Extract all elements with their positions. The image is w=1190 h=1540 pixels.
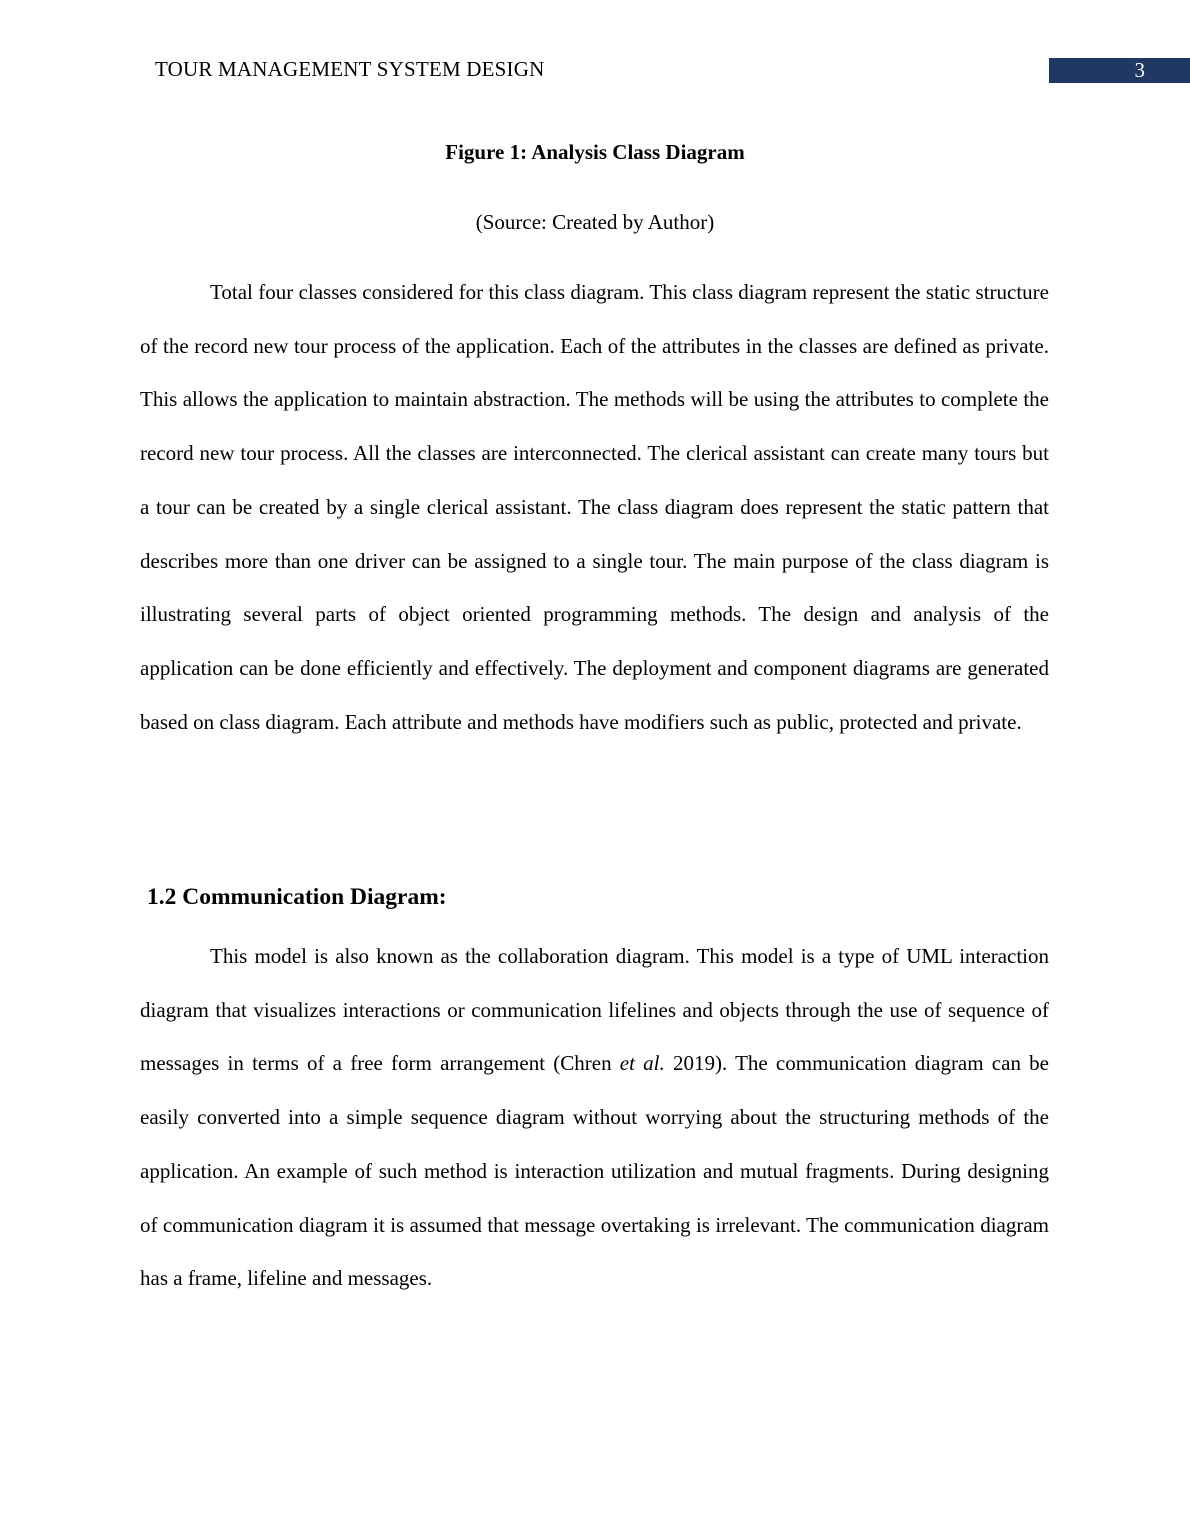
section-heading: 1.2 Communication Diagram: xyxy=(147,884,447,910)
figure-source: (Source: Created by Author) xyxy=(475,210,715,234)
page-number: 3 xyxy=(1134,58,1145,82)
running-head: TOUR MANAGEMENT SYSTEM DESIGN xyxy=(155,57,545,81)
paragraph2-text-after: 2019). The communication diagram can be easily converted into a simple sequence diagram without worrying about the structuring methods of the application. An example of such method is interaction utilization and mutual fragments. During designing of communication diagram it is assumed that message overtaking is irrelevant. The communication diagram has a frame, lifeline and messages. xyxy=(140,1051,1049,1291)
paragraph2-italic-citation: et al. xyxy=(619,1051,665,1076)
paragraph-communication-diagram xyxy=(140,930,1049,1306)
paragraph2-text-before: This model is also known as the collaboration diagram. This model is a type of UML interaction diagram that visualizes interactions or communication lifelines and objects through the use of sequence of messages in terms of a free form arrangement (Chren xyxy=(140,944,1049,1076)
page-number-bar xyxy=(1049,58,1190,83)
figure-caption: Figure 1: Analysis Class Diagram xyxy=(445,140,745,164)
paragraph-class-diagram: Total four classes considered for this class diagram. This class diagram represent the static structure of the record new tour process of the application. Each of the attributes in the classes are defined as private. This allows the application to maintain abstraction. The methods will be using the attributes to complete the record new tour process. All the classes are interconnected. The clerical assistant can create many tours but a tour can be created by a single clerical assistant. The class diagram does represent the static pattern that describes more than one driver can be assigned to a single tour. The main purpose of the class diagram is illustrating several parts of object oriented programming methods. The design and analysis of the application can be done efficiently and effectively. The deployment and component diagrams are generated based on class diagram. Each attribute and methods have modifiers such as public, protected and private. xyxy=(140,280,1049,734)
